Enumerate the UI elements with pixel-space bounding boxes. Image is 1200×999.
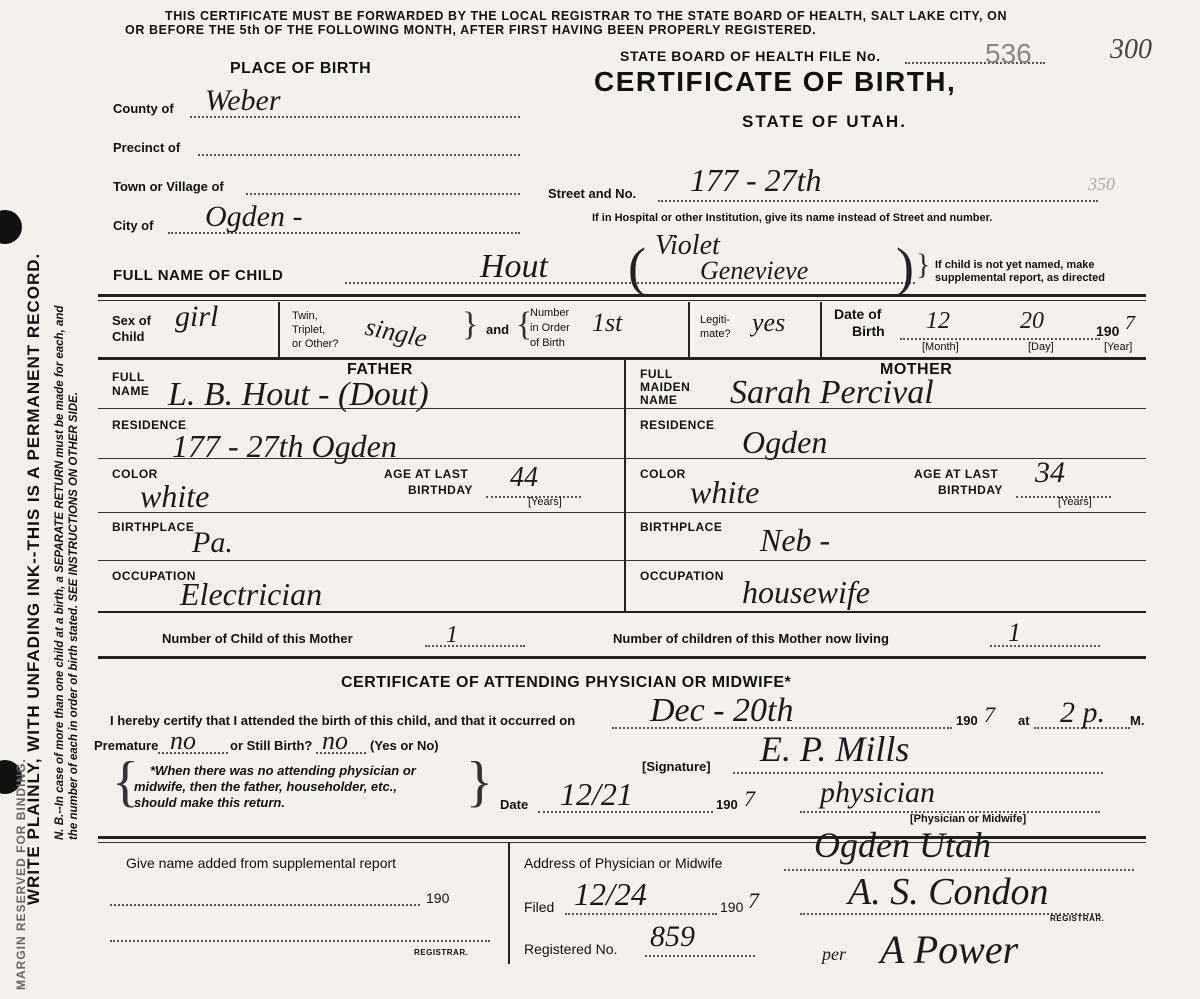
living-line (990, 645, 1100, 647)
rule (98, 294, 1146, 297)
child-given-1: Violet (655, 230, 720, 261)
occurred-year-prefix: 190 (956, 713, 978, 728)
father-age-label-2: BIRTHDAY (408, 483, 473, 497)
father-name-label-2: NAME (112, 384, 150, 398)
note-line-1: *When there was no attending physician or (150, 763, 416, 778)
note-line-3: should make this return. (134, 795, 285, 810)
father-years-caption: [Years] (528, 496, 562, 508)
address-value: Ogden Utah (814, 825, 991, 865)
county-value: Weber (205, 84, 281, 117)
mother-residence-label: RESIDENCE (640, 418, 715, 432)
date-year-prefix: 190 (716, 797, 738, 812)
certificate-title: CERTIFICATE OF BIRTH, (594, 66, 957, 97)
month-caption: [Month] (922, 341, 959, 353)
date-year-suffix: 7 (744, 786, 755, 811)
supplemental-heading: Give name added from supplemental report (126, 855, 397, 871)
order-label-3: of Birth (530, 337, 565, 349)
mother-years-caption: [Years] (1058, 496, 1092, 508)
file-no-pencil: 300 (1110, 34, 1152, 65)
father-age-value: 44 (510, 462, 538, 493)
father-color-label: COLOR (112, 467, 158, 481)
mother-heading: MOTHER (880, 361, 953, 378)
signature-value: E. P. Mills (760, 729, 910, 769)
father-name-value: L. B. Hout - (Dout) (168, 376, 429, 413)
occurred-value: Dec - 20th (650, 692, 794, 729)
not-named-2: supplemental report, as directed (935, 272, 1105, 284)
parents-divider (624, 359, 626, 611)
filed-year-suffix: 7 (748, 888, 759, 913)
write-plainly-text: WRITE PLAINLY, WITH UNFADING INK--THIS IS A PERMANENT RECORD. (24, 252, 43, 905)
supplemental-registrar-caption: REGISTRAR. (414, 948, 469, 957)
date-value: 12/21 (560, 776, 633, 812)
twin-label-3: or Other? (292, 338, 339, 350)
living-label: Number of children of this Mother now living (613, 631, 889, 646)
name-paren-close: ) (896, 237, 914, 297)
registered-label: Registered No. (524, 941, 618, 957)
nb-line-2: the number of each in order of birth stated. SEE INSTRUCTIONS ON OTHER SIDE. (68, 392, 80, 840)
registered-line (645, 955, 755, 957)
child-surname: Hout (480, 248, 548, 285)
dob-label-2: Birth (852, 323, 885, 339)
occurred-year-suffix: 7 (984, 702, 995, 727)
m-label: M. (1130, 713, 1145, 728)
sex-label-2: Child (112, 329, 145, 344)
child-name-label: FULL NAME OF CHILD (113, 267, 284, 284)
father-color-value: white (140, 478, 210, 514)
child-number-value: 1 (446, 622, 458, 648)
at-label: at (1018, 713, 1030, 728)
mother-occupation-label: OCCUPATION (640, 569, 724, 583)
father-residence-value: 177 - 27th Ogden (172, 428, 397, 464)
physician-title-caption: [Physician or Midwife] (910, 813, 1027, 825)
mother-color-label: COLOR (640, 467, 686, 481)
father-occupation-label: OCCUPATION (112, 569, 196, 583)
filed-value: 12/24 (574, 876, 647, 912)
rule (98, 656, 1146, 659)
signature-line (733, 772, 1103, 774)
mother-age-value: 34 (1035, 456, 1065, 489)
file-no-label: STATE BOARD OF HEALTH FILE No. (620, 48, 881, 64)
date-label: Date (500, 797, 529, 812)
physician-title-value: physician (820, 776, 935, 809)
not-named-1: If child is not yet named, make (935, 259, 1095, 271)
brace: } (916, 248, 931, 281)
mother-name-label-3: NAME (640, 393, 678, 407)
sex-label-1: Sex of (112, 313, 152, 328)
mother-color-value: white (690, 474, 760, 510)
brace: } (462, 306, 479, 343)
rule (98, 611, 1146, 613)
sex-value: girl (175, 300, 219, 333)
rule (98, 408, 624, 409)
rule (624, 512, 1146, 513)
rule (98, 300, 1146, 301)
certify-text: I hereby certify that I attended the birth of this child, and that it occurred on (110, 713, 576, 728)
rule (624, 408, 1146, 409)
margin-reserved-text: MARGIN RESERVED FOR BINDING. (14, 758, 28, 990)
city-label: City of (113, 218, 154, 233)
dob-year-suffix: 7 (1125, 312, 1135, 334)
street-line (658, 200, 1098, 202)
street-label: Street and No. (548, 186, 637, 201)
day-caption: [Day] (1028, 341, 1054, 353)
precinct-line (198, 154, 520, 156)
street-pencil: 350 (1088, 174, 1115, 194)
supplemental-year-prefix: 190 (426, 890, 450, 906)
father-age-label-1: AGE AT LAST (384, 467, 469, 481)
note-line-2: midwife, then the father, householder, etc., (134, 779, 397, 794)
dob-line (900, 338, 1100, 340)
legit-value: yes (752, 308, 786, 337)
living-value: 1 (1008, 618, 1021, 647)
hospital-note: If in Hospital or other Institution, give its name instead of Street and number. (592, 212, 993, 224)
divider (820, 302, 822, 358)
notice-line-1: THIS CERTIFICATE MUST BE FORWARDED BY THE LOCAL REGISTRAR TO THE STATE BOARD OF HEALTH, SALT LAKE CITY, ON (165, 9, 1008, 23)
signature-label: [Signature] (642, 759, 711, 774)
name-paren-open: ( (628, 237, 646, 297)
brace: { (516, 306, 533, 343)
supplemental-line (110, 904, 420, 906)
street-value: 177 - 27th (690, 162, 822, 198)
time-value: 2 p. (1060, 696, 1105, 729)
filed-line (565, 913, 717, 915)
registrar-signature: A. S. Condon (848, 871, 1049, 913)
registrar-caption: REGISTRAR. (1050, 914, 1105, 923)
father-birthplace-label: BIRTHPLACE (112, 520, 195, 534)
premature-label: Premature (94, 738, 159, 753)
year-caption: [Year] (1104, 341, 1133, 353)
dob-year-prefix: 190 (1096, 323, 1120, 339)
brace: { (112, 751, 139, 813)
county-label: County of (113, 101, 174, 116)
rule (624, 458, 1146, 459)
child-number-label: Number of Child of this Mother (162, 631, 353, 646)
town-line (246, 193, 520, 195)
nb-line-1: N. B.--In case of more than one child at a birth, a SEPARATE RETURN must be made for each, and (54, 305, 66, 840)
father-residence-label: RESIDENCE (112, 418, 187, 432)
legit-label-2: mate? (700, 328, 731, 340)
order-value: 1st (592, 308, 623, 337)
divider (688, 302, 690, 358)
rule (98, 357, 1146, 360)
mother-residence-value: Ogden (742, 424, 828, 460)
mother-occupation-value: housewife (742, 574, 870, 610)
physician-heading: CERTIFICATE OF ATTENDING PHYSICIAN OR MIDWIFE* (341, 674, 792, 691)
father-occupation-value: Electrician (180, 576, 323, 612)
rule (98, 560, 624, 561)
mother-age-label-2: BIRTHDAY (938, 483, 1003, 497)
twin-label-2: Triplet, (292, 324, 326, 336)
brace: } (466, 751, 493, 813)
file-no-value: 536 (985, 38, 1032, 69)
binding-hole (0, 210, 22, 244)
mother-name-value: Sarah Percival (730, 374, 934, 411)
town-label: Town or Village of (113, 179, 224, 194)
registered-value: 859 (650, 920, 695, 953)
supplemental-registrar-line (110, 940, 490, 942)
dob-day: 20 (1020, 308, 1044, 334)
rule (624, 560, 1146, 561)
divider (278, 302, 280, 358)
per-label: per (822, 944, 846, 964)
father-birthplace-value: Pa. (192, 526, 233, 559)
dob-month: 12 (926, 308, 950, 334)
city-value: Ogden - (205, 200, 303, 233)
address-label: Address of Physician or Midwife (524, 855, 723, 871)
place-of-birth-heading: PLACE OF BIRTH (230, 60, 372, 77)
mother-age-label-1: AGE AT LAST (914, 467, 999, 481)
twin-label-1: Twin, (292, 310, 318, 322)
precinct-label: Precinct of (113, 140, 181, 155)
yes-no-label: (Yes or No) (370, 738, 439, 753)
still-label: or Still Birth? (230, 738, 313, 753)
rule (98, 512, 624, 513)
mother-name-label-2: MAIDEN (640, 380, 691, 394)
mother-birthplace-label: BIRTHPLACE (640, 520, 723, 534)
father-name-label-1: FULL (112, 370, 145, 384)
child-given-2: Genevieve (700, 256, 809, 285)
filed-year-prefix: 190 (720, 899, 744, 915)
and-label: and (486, 322, 510, 337)
divider (508, 842, 510, 964)
filed-label: Filed (524, 899, 555, 915)
notice-line-2: OR BEFORE THE 5th OF THE FOLLOWING MONTH, AFTER FIRST HAVING BEEN PROPERLY REGISTERED. (125, 23, 817, 37)
state-name: STATE OF UTAH. (742, 112, 907, 131)
clerk-signature: A Power (880, 927, 1019, 972)
father-heading: FATHER (347, 361, 413, 378)
dob-label-1: Date of (834, 306, 882, 322)
twin-value: single (362, 311, 430, 354)
child-number-line (425, 645, 525, 647)
mother-name-label-1: FULL (640, 367, 673, 381)
premature-value: no (170, 726, 196, 755)
rule (98, 458, 624, 459)
order-label-1: Number (530, 307, 570, 319)
order-label-2: in Order (530, 322, 570, 334)
legit-label-1: Legiti- (700, 314, 730, 326)
still-value: no (322, 726, 348, 755)
mother-birthplace-value: Neb - (760, 522, 831, 558)
